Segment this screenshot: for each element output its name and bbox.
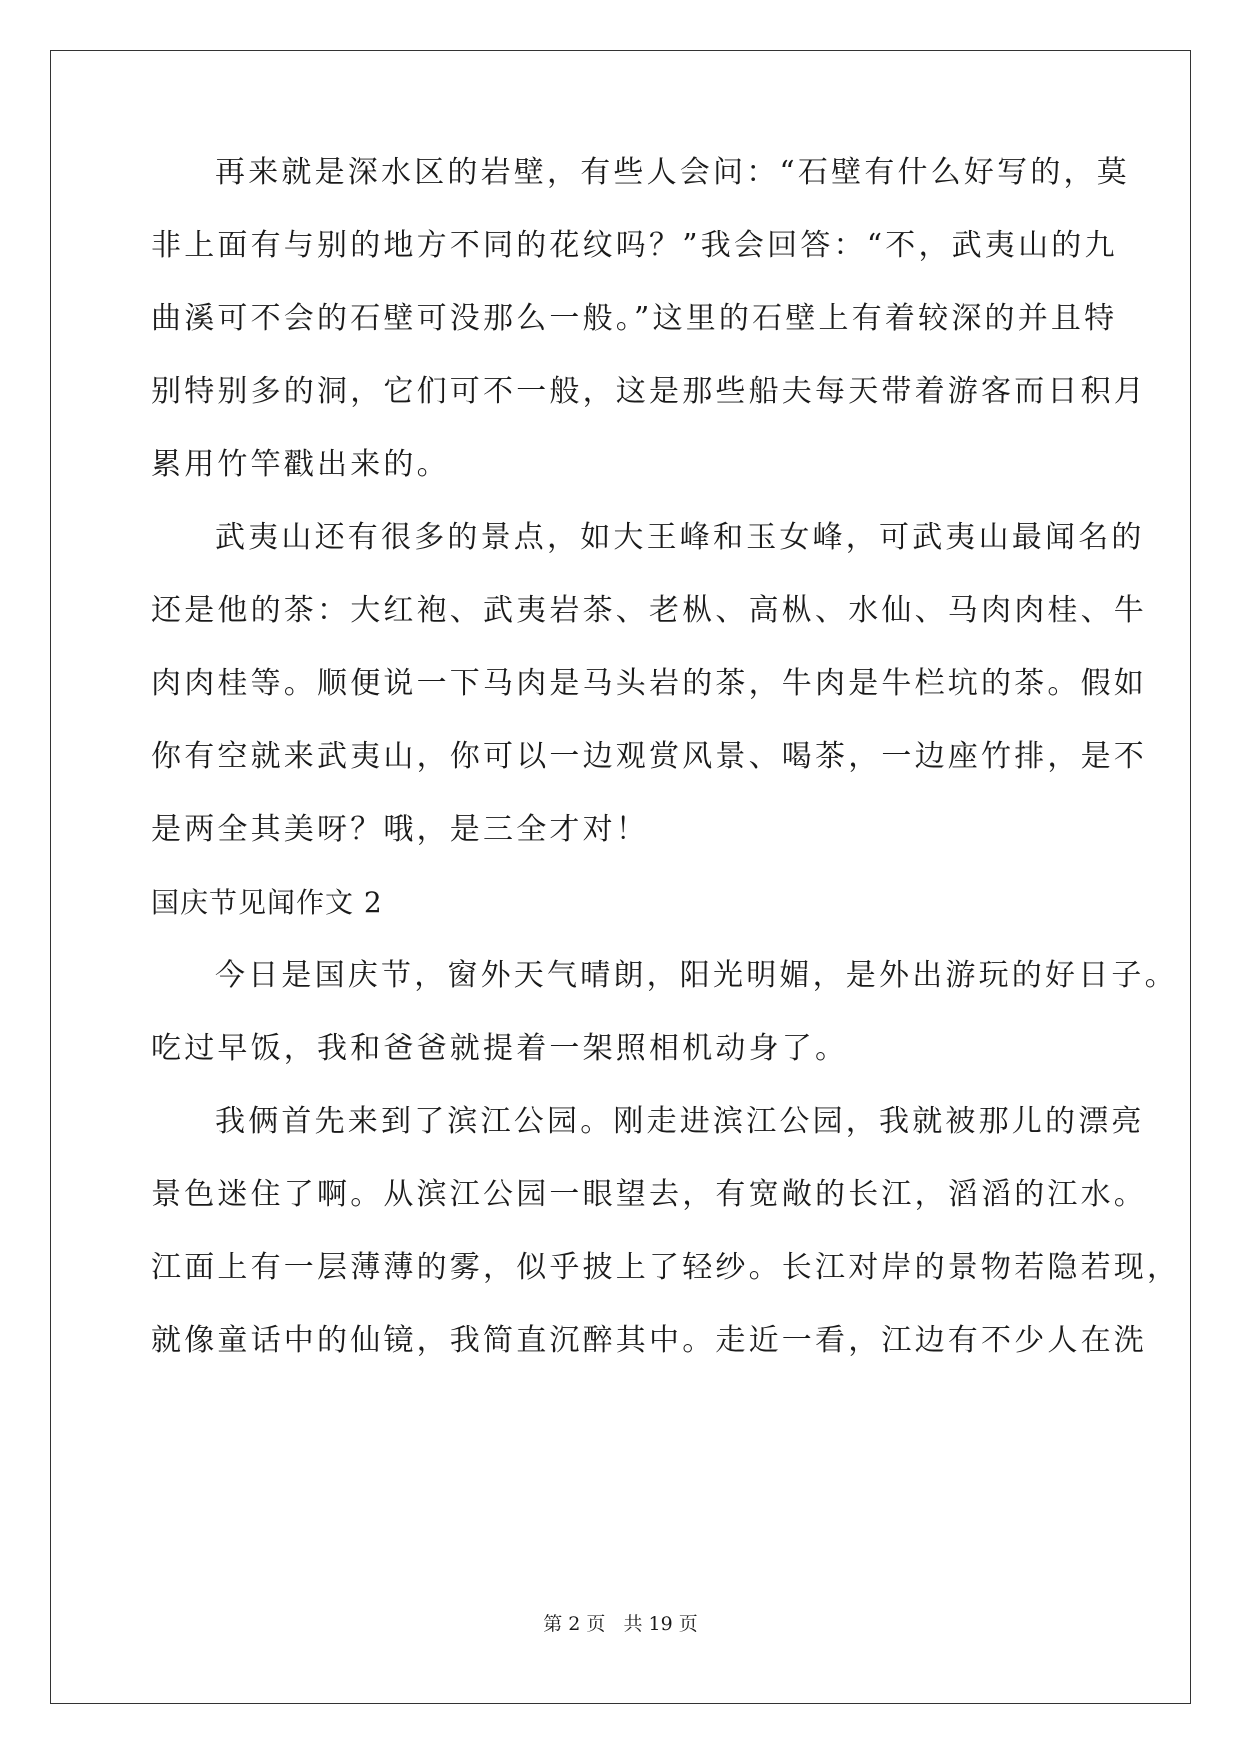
text-line: 我俩首先来到了滨江公园。刚走进滨江公园，我就被那儿的漂亮 <box>215 1104 1145 1139</box>
page-total: 共 19 页 <box>623 1613 698 1635</box>
page-number: 第 2 页 <box>543 1613 606 1635</box>
text-line: 江面上有一层薄薄的雾，似乎披上了轻纱。长江对岸的景物若隐若现， <box>151 1250 1181 1285</box>
section-heading: 国庆节见闻作文 2 <box>151 886 383 919</box>
text-line: 景色迷住了啊。从滨江公园一眼望去，有宽敞的长江，滔滔的江水。 <box>151 1177 1147 1212</box>
text-line: 是两全其美呀？哦，是三全才对！ <box>151 812 649 847</box>
page-footer <box>0 1612 1241 1636</box>
text-line: 今日是国庆节，窗外天气晴朗，阳光明媚，是外出游玩的好日子。 <box>215 958 1178 993</box>
text-line: 曲溪可不会的石壁可没那么一般。”这里的石壁上有着较深的并且特 <box>151 301 1118 336</box>
text-line: 累用竹竿戳出来的。 <box>151 447 450 482</box>
text-line: 你有空就来武夷山，你可以一边观赏风景、喝茶，一边座竹排，是不 <box>151 739 1147 774</box>
text-line: 再来就是深水区的岩壁，有些人会问：“石壁有什么好写的，莫 <box>215 155 1130 190</box>
text-line: 肉肉桂等。顺便说一下马肉是马头岩的茶，牛肉是牛栏坑的茶。假如 <box>151 666 1147 701</box>
text-line: 就像童话中的仙镜，我简直沉醉其中。走近一看，江边有不少人在洗 <box>151 1323 1147 1358</box>
text-line: 别特别多的洞，它们可不一般，这是那些船夫每天带着游客而日积月 <box>151 374 1147 409</box>
text-line: 还是他的茶：大红袍、武夷岩茶、老枞、高枞、水仙、马肉肉桂、牛 <box>151 593 1147 628</box>
text-line: 武夷山还有很多的景点，如大王峰和玉女峰，可武夷山最闻名的 <box>215 520 1145 555</box>
text-line: 吃过早饭，我和爸爸就提着一架照相机动身了。 <box>151 1031 849 1066</box>
text-line: 非上面有与别的地方不同的花纹吗？”我会回答：“不，武夷山的九 <box>151 228 1118 263</box>
